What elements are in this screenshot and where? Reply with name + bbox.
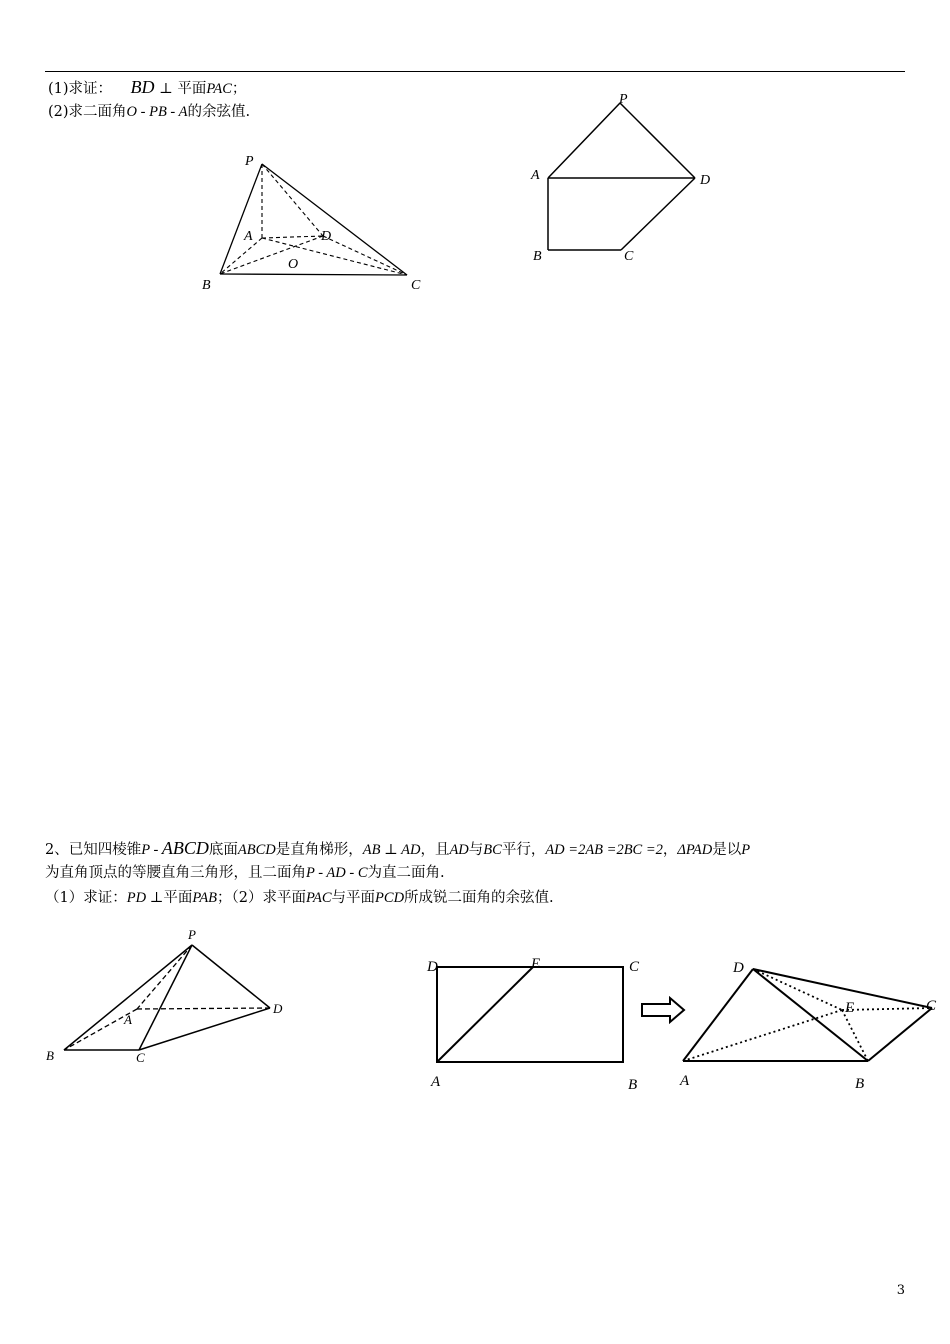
label-a: A [431,1074,441,1090]
label-c: C [136,1050,145,1065]
label-d: D [733,960,744,976]
label-d: D [700,173,711,188]
header-rule [45,71,905,72]
q2-folded-figure [670,950,945,1100]
q2-pyramid-figure [40,925,300,1075]
label-b: B [533,249,542,264]
label-e: E [531,956,541,972]
label-d: D [273,1001,283,1016]
label-a: A [124,1012,132,1027]
label-d: D [321,229,332,244]
label-c: C [624,249,634,264]
segment-bd: BD [130,77,155,97]
q2-line-3: （1）求证：PD ⊥平面PAB；（2）求平面PAC与平面PCD所成锐二面角的余弦值. [45,890,554,906]
label-p: P [245,154,254,169]
q2-line-2: 为直角顶点的等腰直角三角形，且二面角P - AD - C为直二面角. [45,865,445,881]
label-b: B [855,1076,865,1092]
label-b: B [46,1048,54,1063]
q2-rectangle-figure [420,950,650,1100]
label-b: B [628,1077,638,1093]
label-p: P [188,927,196,942]
label-b: B [202,278,211,293]
label-c: C [629,959,640,975]
label-p: P [619,92,628,107]
label-e: E [845,1000,855,1016]
label-c: C [411,278,421,293]
label-a: A [680,1073,690,1089]
label-d: D [427,959,438,975]
q1-line-1: (1)求证： BD ⊥ 平面PAC； [48,77,247,97]
q1-pentagon-figure [525,88,725,268]
page-number: 3 [896,1283,905,1298]
label-o: O [288,257,299,272]
q2-line-1: 2、已知四棱锥P - ABCD底面ABCD是直角梯形，AB ⊥ AD，且AD与BC平行，AD =2AB =2BC =2，ΔPAD是以P [45,838,751,858]
label-c: C [926,998,937,1014]
q1-line-2: (2)求二面角O - PB - A的余弦值. [48,104,251,120]
label-a: A [244,229,253,244]
label-a: A [531,168,540,183]
q1-pyramid-figure [195,148,435,298]
